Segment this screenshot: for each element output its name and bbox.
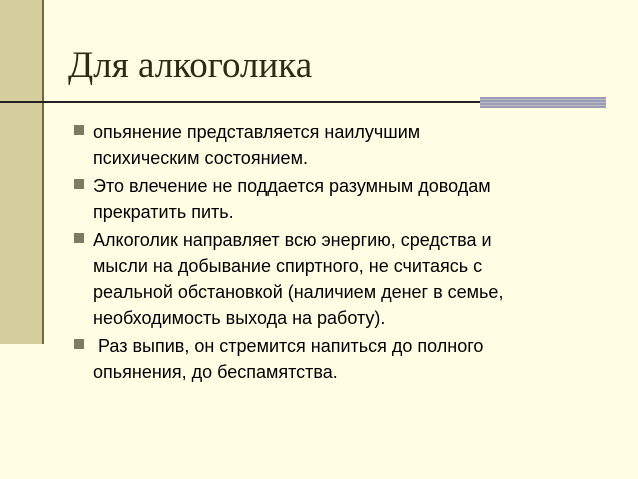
- bullet-text: Раз выпив, он стремится напиться до полного опьянения, до беспамятства.: [93, 336, 484, 382]
- square-bullet-icon: [74, 339, 84, 349]
- bullet-item: [74, 333, 614, 385]
- bullet-item: [74, 173, 614, 225]
- square-bullet-icon: [74, 179, 84, 189]
- bullet-list: [74, 119, 614, 387]
- square-bullet-icon: [74, 125, 84, 135]
- left-decorative-band: [0, 0, 42, 344]
- bullet-item: [74, 119, 614, 171]
- slide-title: Для алкоголика: [68, 45, 313, 86]
- bullet-item: [74, 227, 614, 331]
- bullet-text: опьянение представляется наилучшим психическим состоянием.: [93, 122, 421, 168]
- bullet-text: Это влечение не поддается разумным доводам прекратить пить.: [93, 176, 491, 222]
- left-band-edge: [42, 0, 44, 344]
- bullet-text: Алкоголик направляет всю энергию, средства и мысли на добывание спиртного, не считаясь с реальной обстановкой (наличием денег в семье, необходимость выхода на работу).: [93, 230, 504, 328]
- title-accent-bar: [480, 97, 606, 108]
- title-underline: [0, 101, 480, 103]
- square-bullet-icon: [74, 233, 84, 243]
